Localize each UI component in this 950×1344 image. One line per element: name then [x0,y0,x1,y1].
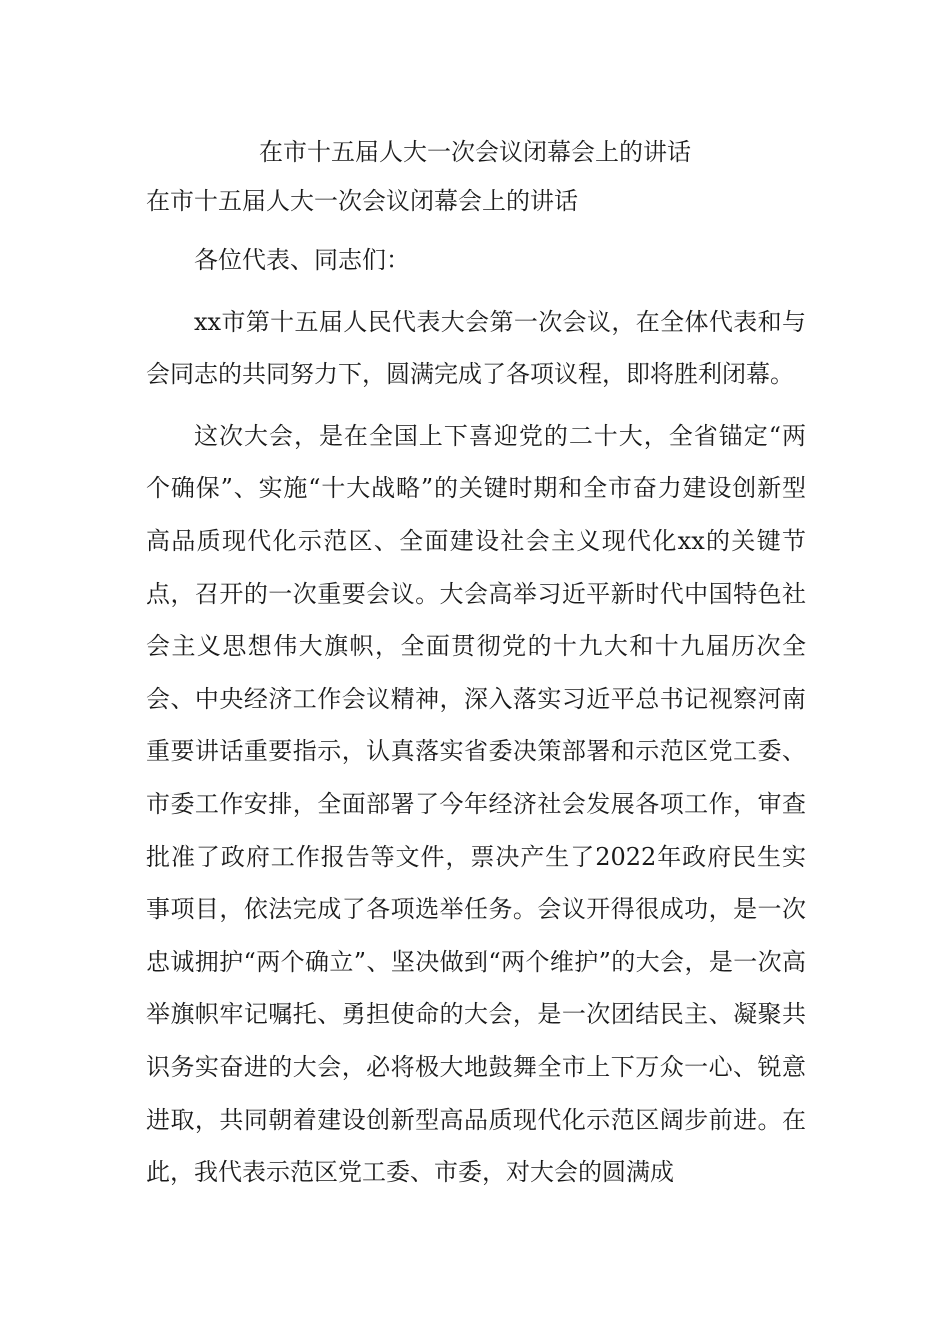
greeting: 各位代表、同志们： [194,246,410,274]
paragraph-1: xx市第十五届人民代表大会第一次会议，在全体代表和与会同志的共同努力下，圆满完成了各项议程，即将胜利闭幕。 [146,307,806,389]
document-heading: 在市十五届人大一次会议闭幕会上的讲话 [146,187,578,215]
document-title: 在市十五届人大一次会议闭幕会上的讲话 [259,138,691,166]
document-body [146,234,806,1199]
paragraph-2: 这次大会，是在全国上下喜迎党的二十大，全省锚定“两个确保”、实施“十大战略”的关键时期和全市奋力建设创新型高品质现代化示范区、全面建设社会主义现代化xx的关键节点，召开的一次重要会议。大会高举习近平新时代中国特色社会主义思想伟大旗帜，全面贯彻党的十九大和十九届历次全会、中央经济工作会议精神，深入落实习近平总书记视察河南重要讲话重要指示，认真落实省委决策部署和示范区党工委、市委工作安排，全面部署了今年经济社会发展各项工作，审查批准了政府工作报告等文件，票决产生了2022年政府民生实事项目，依法完成了各项选举任务。会议开得很成功，是一次忠诚拥护“两个确立”、坚决做到“两个维护”的大会，是一次高举旗帜牢记嘱托、勇担使命的大会，是一次团结民主、凝聚共识务实奋进的大会，必将极大地鼓舞全市上下万众一心、锐意进取，共同朝着建设创新型高品质现代化示范区阔步前进。在此，我代表示范区党工委、市委，对大会的圆满成 [146,421,806,1187]
